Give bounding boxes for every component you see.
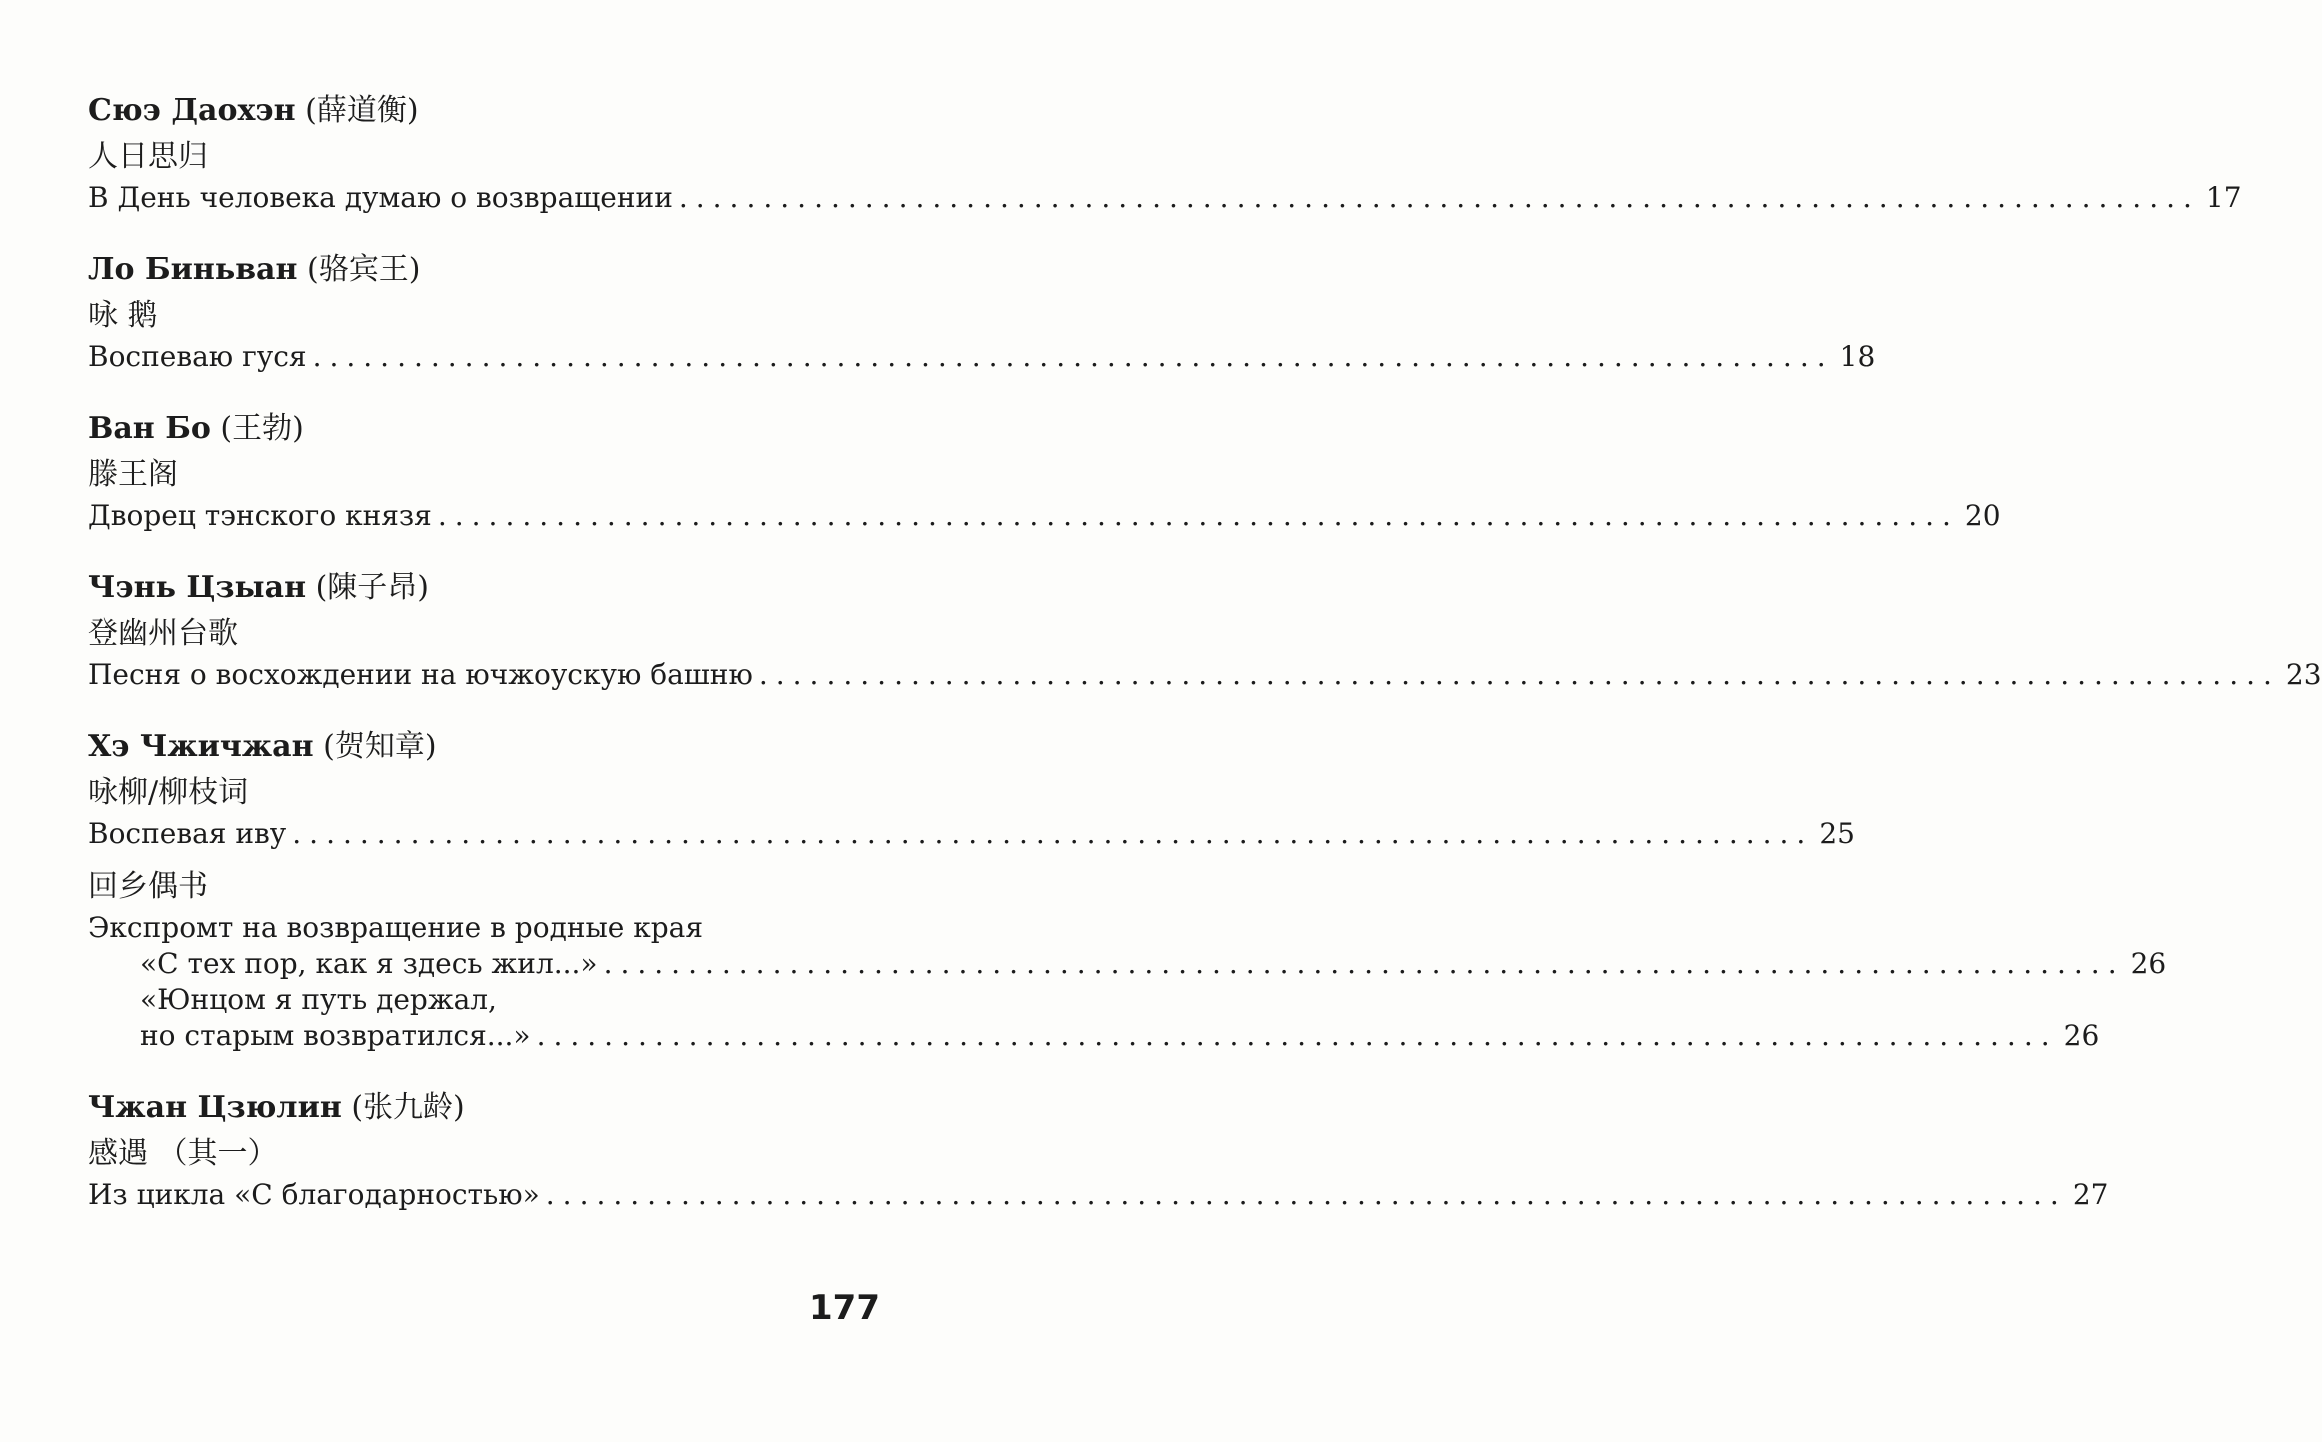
page-ref: 23 [2285, 658, 2322, 691]
poem-title-line: «Юнцом я путь держал, [140, 983, 497, 1016]
dot-leader: .......................................................................................... [437, 499, 1959, 532]
page-ref: 17 [2205, 181, 2242, 214]
page-ref: 20 [1964, 499, 2001, 532]
page-ref: 25 [1819, 817, 1855, 850]
poem-group-title: Экспромт на возвращение в родные края [88, 911, 704, 944]
poem-title: «С тех пор, как я здесь жил...» [140, 947, 598, 980]
author-chinese-name: (张九龄) [351, 1090, 465, 1125]
author-chinese-name: (薛道衡) [305, 93, 419, 128]
author-heading [88, 406, 880, 452]
dot-leader: .......................................................................................... [758, 658, 2280, 691]
poem-title: но старым возвратился...» [140, 1019, 531, 1052]
poem-title: Песня о восхождении на ючжоускую башню [88, 658, 753, 691]
dot-leader: .......................................................................................... [312, 340, 1834, 373]
poem-chinese-title: 回乡偶书 [88, 869, 208, 904]
page-ref: 18 [1839, 340, 1876, 373]
poem-chinese-title: 咏柳/柳枝词 [88, 775, 249, 810]
toc-entry[interactable] [88, 657, 2322, 693]
toc-entry[interactable] [88, 498, 2001, 534]
page-ref: 26 [2063, 1019, 2100, 1052]
author-chinese-name: (贺知章) [323, 729, 437, 764]
author-name: Сюэ Даохэн [88, 93, 296, 128]
author-heading [88, 1085, 880, 1131]
author-name: Хэ Чжичжан [88, 729, 314, 764]
toc-entry[interactable] [88, 946, 2167, 982]
poem-chinese-title: 感遇 （其一） [88, 1136, 278, 1171]
author-chinese-name: (王勃) [220, 411, 304, 446]
toc-entry[interactable] [88, 180, 2242, 216]
toc-entry[interactable] [88, 339, 1876, 375]
table-of-contents [88, 88, 2322, 1244]
toc-section [88, 406, 2001, 534]
poem-title: Дворец тэнского князя [88, 499, 432, 532]
dot-leader: .......................................................................................... [536, 1019, 2058, 1052]
poem-chinese-title: 滕王阁 [88, 457, 178, 492]
poem-chinese-title: 咏 鹅 [88, 298, 158, 333]
toc-section [88, 1085, 2109, 1213]
poem-title: Воспеваю гуся [88, 340, 307, 373]
page-ref: 26 [2130, 947, 2167, 980]
toc-section [88, 88, 2242, 216]
dot-leader: .......................................................................................... [603, 947, 2125, 980]
author-name: Чэнь Цзыан [88, 570, 307, 605]
dot-leader: .......................................................................................... [292, 817, 1814, 850]
toc-entry[interactable] [88, 1018, 2100, 1054]
poem-chinese-title: 登幽州台歌 [88, 616, 238, 651]
dot-leader: .......................................................................................... [678, 181, 2200, 214]
poem-chinese-title: 人日思归 [88, 139, 208, 174]
page-ref: 27 [2072, 1178, 2109, 1211]
dot-leader: .......................................................................................... [545, 1178, 2067, 1211]
author-heading [88, 247, 880, 293]
author-heading [88, 88, 880, 134]
author-heading [88, 565, 880, 611]
toc-section [88, 247, 1876, 375]
toc-entry[interactable] [88, 1177, 2109, 1213]
author-chinese-name: (陳子昂) [315, 570, 429, 605]
page-number: 177 [809, 1288, 880, 1328]
author-name: Ван Бо [88, 411, 211, 446]
poem-title: Из цикла «С благодарностью» [88, 1178, 540, 1211]
author-chinese-name: (骆宾王) [306, 252, 421, 287]
author-name: Ло Биньван [88, 252, 298, 287]
author-name: Чжан Цзюлин [88, 1090, 342, 1125]
poem-title: Воспевая иву [88, 817, 287, 850]
author-heading [88, 724, 880, 770]
toc-section [88, 565, 2322, 693]
toc-section [88, 724, 2167, 1054]
toc-entry[interactable] [88, 816, 1855, 852]
poem-title: В День человека думаю о возвращении [88, 181, 673, 214]
